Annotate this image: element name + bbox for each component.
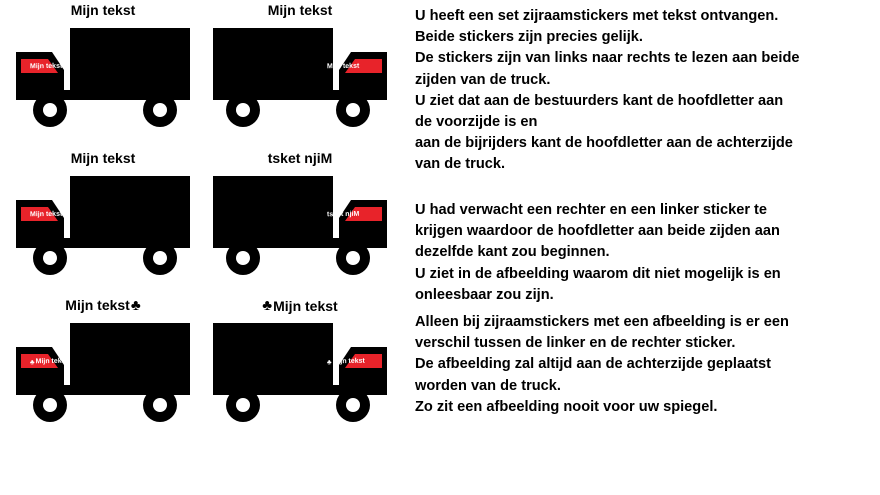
paragraph-1-line-4: zijden van de truck. <box>415 71 551 88</box>
truck-row-3 <box>0 295 410 445</box>
paragraph-2-line-1: U had verwacht een rechter en een linker sticker te <box>415 202 768 218</box>
explanation-text-column <box>415 0 877 495</box>
paragraph-1-line-2: Beide stickers zijn precies gelijk. <box>415 29 643 46</box>
paragraph-1-line-1: U heeft een set zijraamstickers met tekst ontvangen. <box>415 8 779 24</box>
paragraph-1-line-7: aan de bijrijders kant de hoofdletter aan de achterzijde <box>415 135 793 152</box>
paragraph-1-line-6: de voorzijde is en <box>415 114 538 131</box>
truck-row-2 <box>0 148 410 298</box>
window-sticker-label: tsket njiM <box>326 210 360 219</box>
truck-caption-text: Mijn tekst <box>70 2 136 18</box>
truck-caption <box>205 297 395 314</box>
paragraph-3-line-5: Zo zit een afbeelding nooit voor uw spiegel. <box>415 398 718 415</box>
truck-caption-mirrored <box>205 150 395 166</box>
truck-graphic <box>205 166 395 281</box>
truck-caption-text: Mijn tekst <box>70 150 136 166</box>
truck-graphic <box>8 313 198 428</box>
paragraph-1-line-8: van de truck. <box>415 156 506 173</box>
window-sticker-text <box>30 358 68 367</box>
paragraph-3-line-2: verschil tussen de linker en de rechter sticker. <box>415 335 736 352</box>
window-sticker-label: Mijn tekst <box>35 357 68 366</box>
paragraph-3 <box>415 312 877 418</box>
paragraph-2-line-2: krijgen waardoor de hoofdletter aan beide zijden aan <box>415 223 780 240</box>
truck-caption-text: Mijn tekst <box>273 297 338 314</box>
truck-caption <box>8 297 198 313</box>
truck-row-1-right <box>205 0 395 150</box>
truck-row-1 <box>0 0 410 150</box>
paragraph-3-line-3: De afbeelding zal altijd aan de achterzijde geplaatst <box>415 356 772 373</box>
truck-row-1-left <box>8 0 198 150</box>
window-sticker-label: Mijn tekst <box>326 62 360 71</box>
paragraph-3-line-1: Alleen bij zijraamstickers met een afbeelding is er een <box>415 314 789 330</box>
truck-graphic <box>205 18 395 133</box>
truck-caption-text: Mijn tekst <box>65 297 130 313</box>
window-sticker-label: Mijn tekst <box>29 62 63 71</box>
truck-caption-text: Mijn tekst <box>267 2 333 18</box>
truck-caption <box>205 2 395 18</box>
paragraph-1 <box>415 6 877 176</box>
clover-icon: ♣ <box>130 296 141 314</box>
truck-row-3-left <box>8 295 198 445</box>
window-sticker-text <box>30 211 62 220</box>
paragraph-3-line-4: worden van de truck. <box>415 377 561 394</box>
window-sticker-text <box>327 63 359 72</box>
clover-icon: ♣ <box>262 297 273 314</box>
window-sticker-label: Mijn tekst <box>332 357 365 366</box>
truck-graphic <box>8 18 198 133</box>
truck-illustrations <box>0 0 410 495</box>
clover-icon: ♣ <box>326 358 332 366</box>
truck-row-3-right <box>205 295 395 445</box>
paragraph-2-line-4: U ziet in de afbeelding waarom dit niet mogelijk is en <box>415 265 781 282</box>
paragraph-1-line-3: De stickers zijn van links naar rechts te lezen aan beide <box>415 50 800 67</box>
window-sticker-label: Mijn tekst <box>29 210 63 219</box>
truck-graphic <box>205 313 395 428</box>
window-sticker-text <box>327 358 365 367</box>
clover-icon: ♣ <box>29 358 35 366</box>
truck-row-2-right <box>205 148 395 298</box>
window-sticker-text-mirrored <box>327 211 359 220</box>
truck-graphic <box>8 166 198 281</box>
truck-caption <box>8 2 198 18</box>
paragraph-2-line-5: onleesbaar zou zijn. <box>415 286 554 303</box>
paragraph-2-line-3: dezelfde kant zou beginnen. <box>415 244 610 261</box>
paragraph-1-line-5: U ziet dat aan de bestuurders kant de hoofdletter aan <box>415 92 784 109</box>
paragraph-2 <box>415 200 877 306</box>
truck-row-2-left <box>8 148 198 298</box>
truck-caption-text: tsket njiM <box>267 150 333 166</box>
truck-caption <box>8 150 198 166</box>
window-sticker-text <box>30 63 62 72</box>
